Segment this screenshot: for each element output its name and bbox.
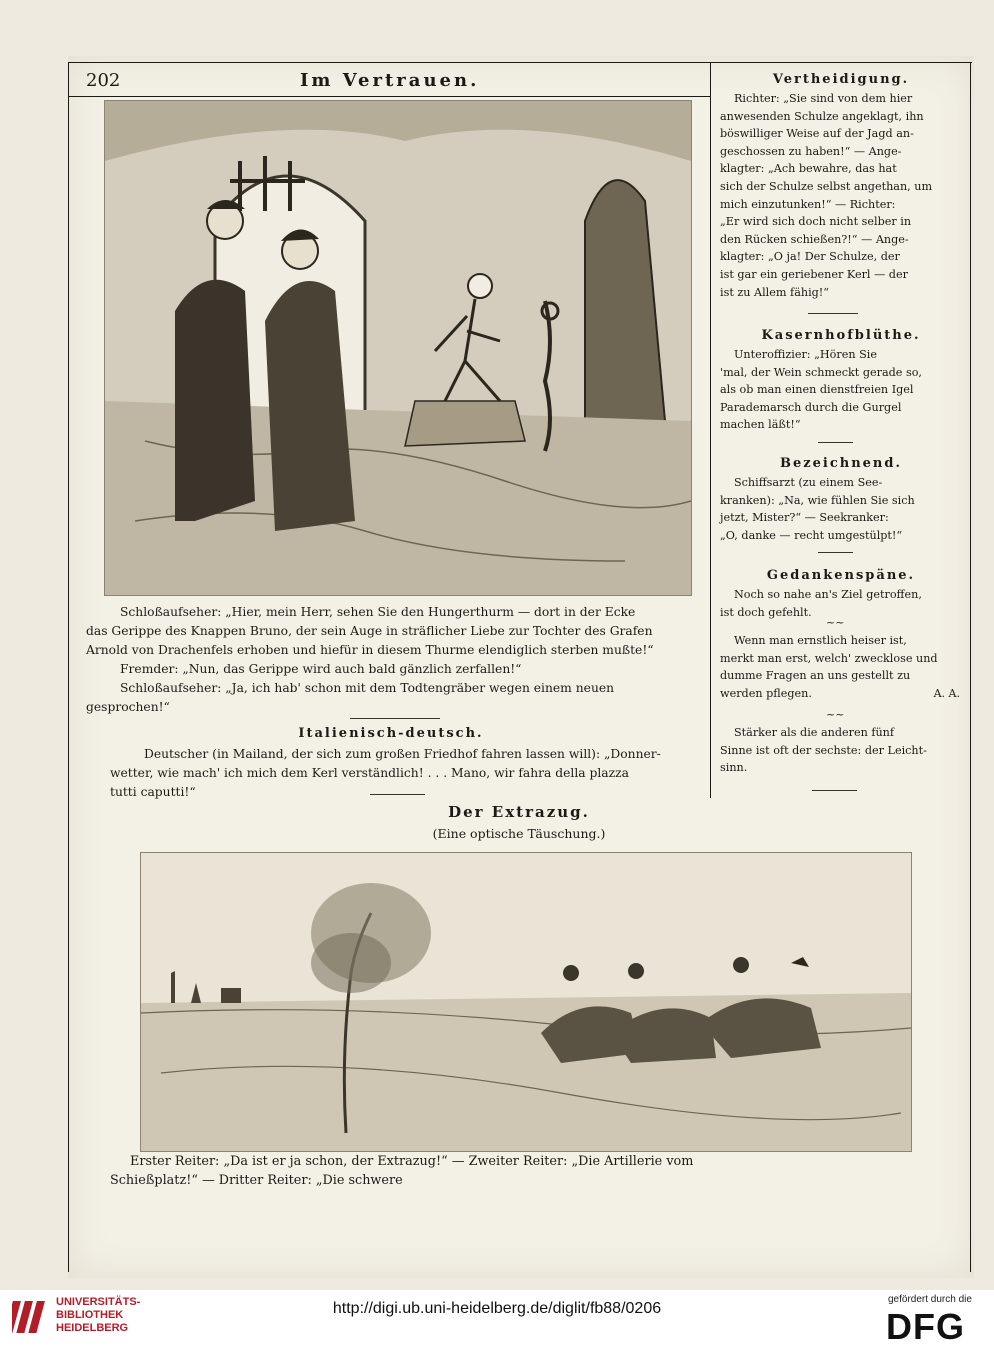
- gedankenspaene-title: Gedankenspäne.: [766, 568, 916, 583]
- column-divider: [710, 62, 711, 798]
- extrazug-subtitle: (Eine optische Täuschung.): [432, 826, 606, 841]
- separator-rule: [808, 313, 858, 314]
- vertheidigung-line: ist zu Allem fähig!“: [720, 285, 830, 299]
- bezeichnend-line: „O, danke — recht umgestülpt!“: [720, 528, 903, 542]
- gedankenspaene-line: dumme Fragen an uns gestellt zu: [720, 669, 911, 683]
- italienisch-title: Italienisch-deutsch.: [298, 726, 484, 741]
- gedankenspaene-item: [720, 724, 960, 777]
- library-line: UNIVERSITÄTS-: [56, 1296, 141, 1308]
- funded-by-label: gefördert durch die: [888, 1294, 972, 1305]
- gedankenspaene-line: Stärker als die anderen fünf: [734, 726, 895, 739]
- caption-line: Arnold von Drachenfels erhoben und hiefür in diesem Thurme elendiglich sterben mußte!“: [86, 643, 654, 657]
- extrazug-title: Der Extrazug.: [448, 803, 590, 821]
- vertheidigung-line: anwesenden Schulze angeklagt, ihn: [720, 109, 924, 123]
- vertheidigung-line: böswilliger Weise auf der Jagd an-: [720, 127, 914, 141]
- top-rule: [68, 62, 972, 63]
- author-signature: A. A.: [933, 686, 960, 700]
- gedankenspaene-line: merkt man erst, welch' zwecklose und: [720, 651, 938, 665]
- kasernhof-line: machen läßt!“: [720, 418, 801, 432]
- vertheidigung-line: „Er wird sich doch nicht selber in: [720, 215, 912, 229]
- source-url[interactable]: http://digi.ub.uni-heidelberg.de/diglit/fb88/0206: [332, 1300, 662, 1317]
- kasernhof-line: 'mal, der Wein schmeckt gerade so,: [720, 365, 922, 379]
- gedankenspaene-line: sinn.: [720, 761, 748, 775]
- dungeon-illustration: [104, 100, 692, 596]
- vertheidigung-line: sich der Schulze selbst angethan, um: [720, 179, 933, 193]
- kasernhof-title: Kasernhofblüthe.: [761, 328, 921, 343]
- bezeichnend-line: jetzt, Mister?“ — Seekranker:: [720, 511, 889, 525]
- tilde-separator: ~~: [826, 708, 845, 721]
- italienisch-line: tutti caputti!“: [110, 785, 196, 799]
- bezeichnend-text: [720, 474, 960, 544]
- vertheidigung-line: klagter: „Ach bewahre, das hat: [720, 162, 897, 176]
- gedankenspaene-line: [720, 685, 960, 703]
- header-rule-left: [68, 96, 710, 97]
- vertheidigung-line: geschossen zu haben!“ — Ange-: [720, 144, 902, 158]
- italienisch-line: wetter, wie mach' ich mich dem Kerl verständlich! . . . Mano, wir fahra della plazza: [110, 766, 629, 780]
- horse-race-drawing: [141, 853, 911, 1151]
- extrazug-caption: [110, 1152, 910, 1190]
- vertheidigung-line: klagter: „O ja! Der Schulze, der: [720, 250, 900, 264]
- vertheidigung-title: Vertheidigung.: [772, 72, 910, 87]
- separator-rule: [818, 552, 853, 553]
- kasernhof-text: [720, 346, 960, 434]
- caption-line: Schloßaufseher: „Ja, ich hab' schon mit dem Todtengräber wegen einem neuen: [120, 681, 615, 695]
- gedankenspaene-line: Noch so nahe an's Ziel getroffen,: [734, 588, 922, 601]
- extrazug-caption-line: Schießplatz!“ — Dritter Reiter: „Die schwere: [110, 1173, 403, 1188]
- right-rule: [970, 62, 971, 1272]
- vertheidigung-line: mich einzutunken!“ — Richter:: [720, 197, 896, 211]
- page-number: 202: [86, 70, 121, 91]
- kasernhof-line: Parademarsch durch die Gurgel: [720, 400, 902, 414]
- separator-rule: [818, 442, 853, 443]
- separator-rule: [812, 790, 857, 791]
- left-rule: [68, 62, 69, 1272]
- gedankenspaene-line: Sinne ist oft der sechste: der Leicht-: [720, 743, 927, 757]
- extrazug-caption-line: Erster Reiter: „Da ist er ja schon, der Extrazug!“ — Zweiter Reiter: „Die Artillerie vom: [130, 1154, 694, 1169]
- gedankenspaene-line-text: werden pflegen.: [720, 686, 812, 700]
- dungeon-drawing: [105, 101, 691, 595]
- kasernhof-line: Unteroffizier: „Hören Sie: [734, 348, 878, 361]
- tilde-separator: ~~: [826, 616, 845, 629]
- vertheidigung-line: ist gar ein geriebener Kerl — der: [720, 267, 908, 281]
- gedankenspaene-line: Wenn man ernstlich heiser ist,: [734, 634, 907, 647]
- gedankenspaene-item: [720, 632, 960, 702]
- bezeichnend-line: Schiffsarzt (zu einem See-: [734, 476, 883, 489]
- vertheidigung-text: [720, 90, 960, 301]
- caption-line: Schloßaufseher: „Hier, mein Herr, sehen Sie den Hungerthurm — dort in der Ecke: [120, 605, 636, 619]
- kasernhof-line: als ob man einen dienstfreien Igel: [720, 383, 914, 397]
- dungeon-caption: [86, 603, 696, 717]
- page-title: Im Vertrauen.: [300, 70, 480, 91]
- horse-race-illustration: [140, 852, 912, 1152]
- bezeichnend-line: kranken): „Na, wie fühlen Sie sich: [720, 493, 915, 507]
- separator-rule: [370, 794, 425, 795]
- library-line: BIBLIOTHEK: [56, 1309, 124, 1321]
- caption-line: das Gerippe des Knappen Bruno, der sein Auge in sträflicher Liebe zur Tochter des Grafen: [86, 624, 653, 638]
- vertheidigung-line: den Rücken schießen?!“ — Ange-: [720, 232, 909, 246]
- gedankenspaene-line: ist doch gefehlt.: [720, 605, 812, 619]
- separator-rule: [350, 718, 440, 719]
- dfg-logo: DFG: [886, 1306, 965, 1347]
- caption-line: gesprochen!“: [86, 700, 170, 714]
- italienisch-line: Deutscher (in Mailand, der sich zum großen Friedhof fahren lassen will): „Donner-: [144, 747, 661, 761]
- bezeichnend-title: Bezeichnend.: [779, 456, 902, 471]
- library-line: HEIDELBERG: [56, 1322, 129, 1334]
- vertheidigung-line: Richter: „Sie sind von dem hier: [734, 92, 913, 105]
- caption-line: Fremder: „Nun, das Gerippe wird auch bald gänzlich zerfallen!“: [120, 662, 522, 676]
